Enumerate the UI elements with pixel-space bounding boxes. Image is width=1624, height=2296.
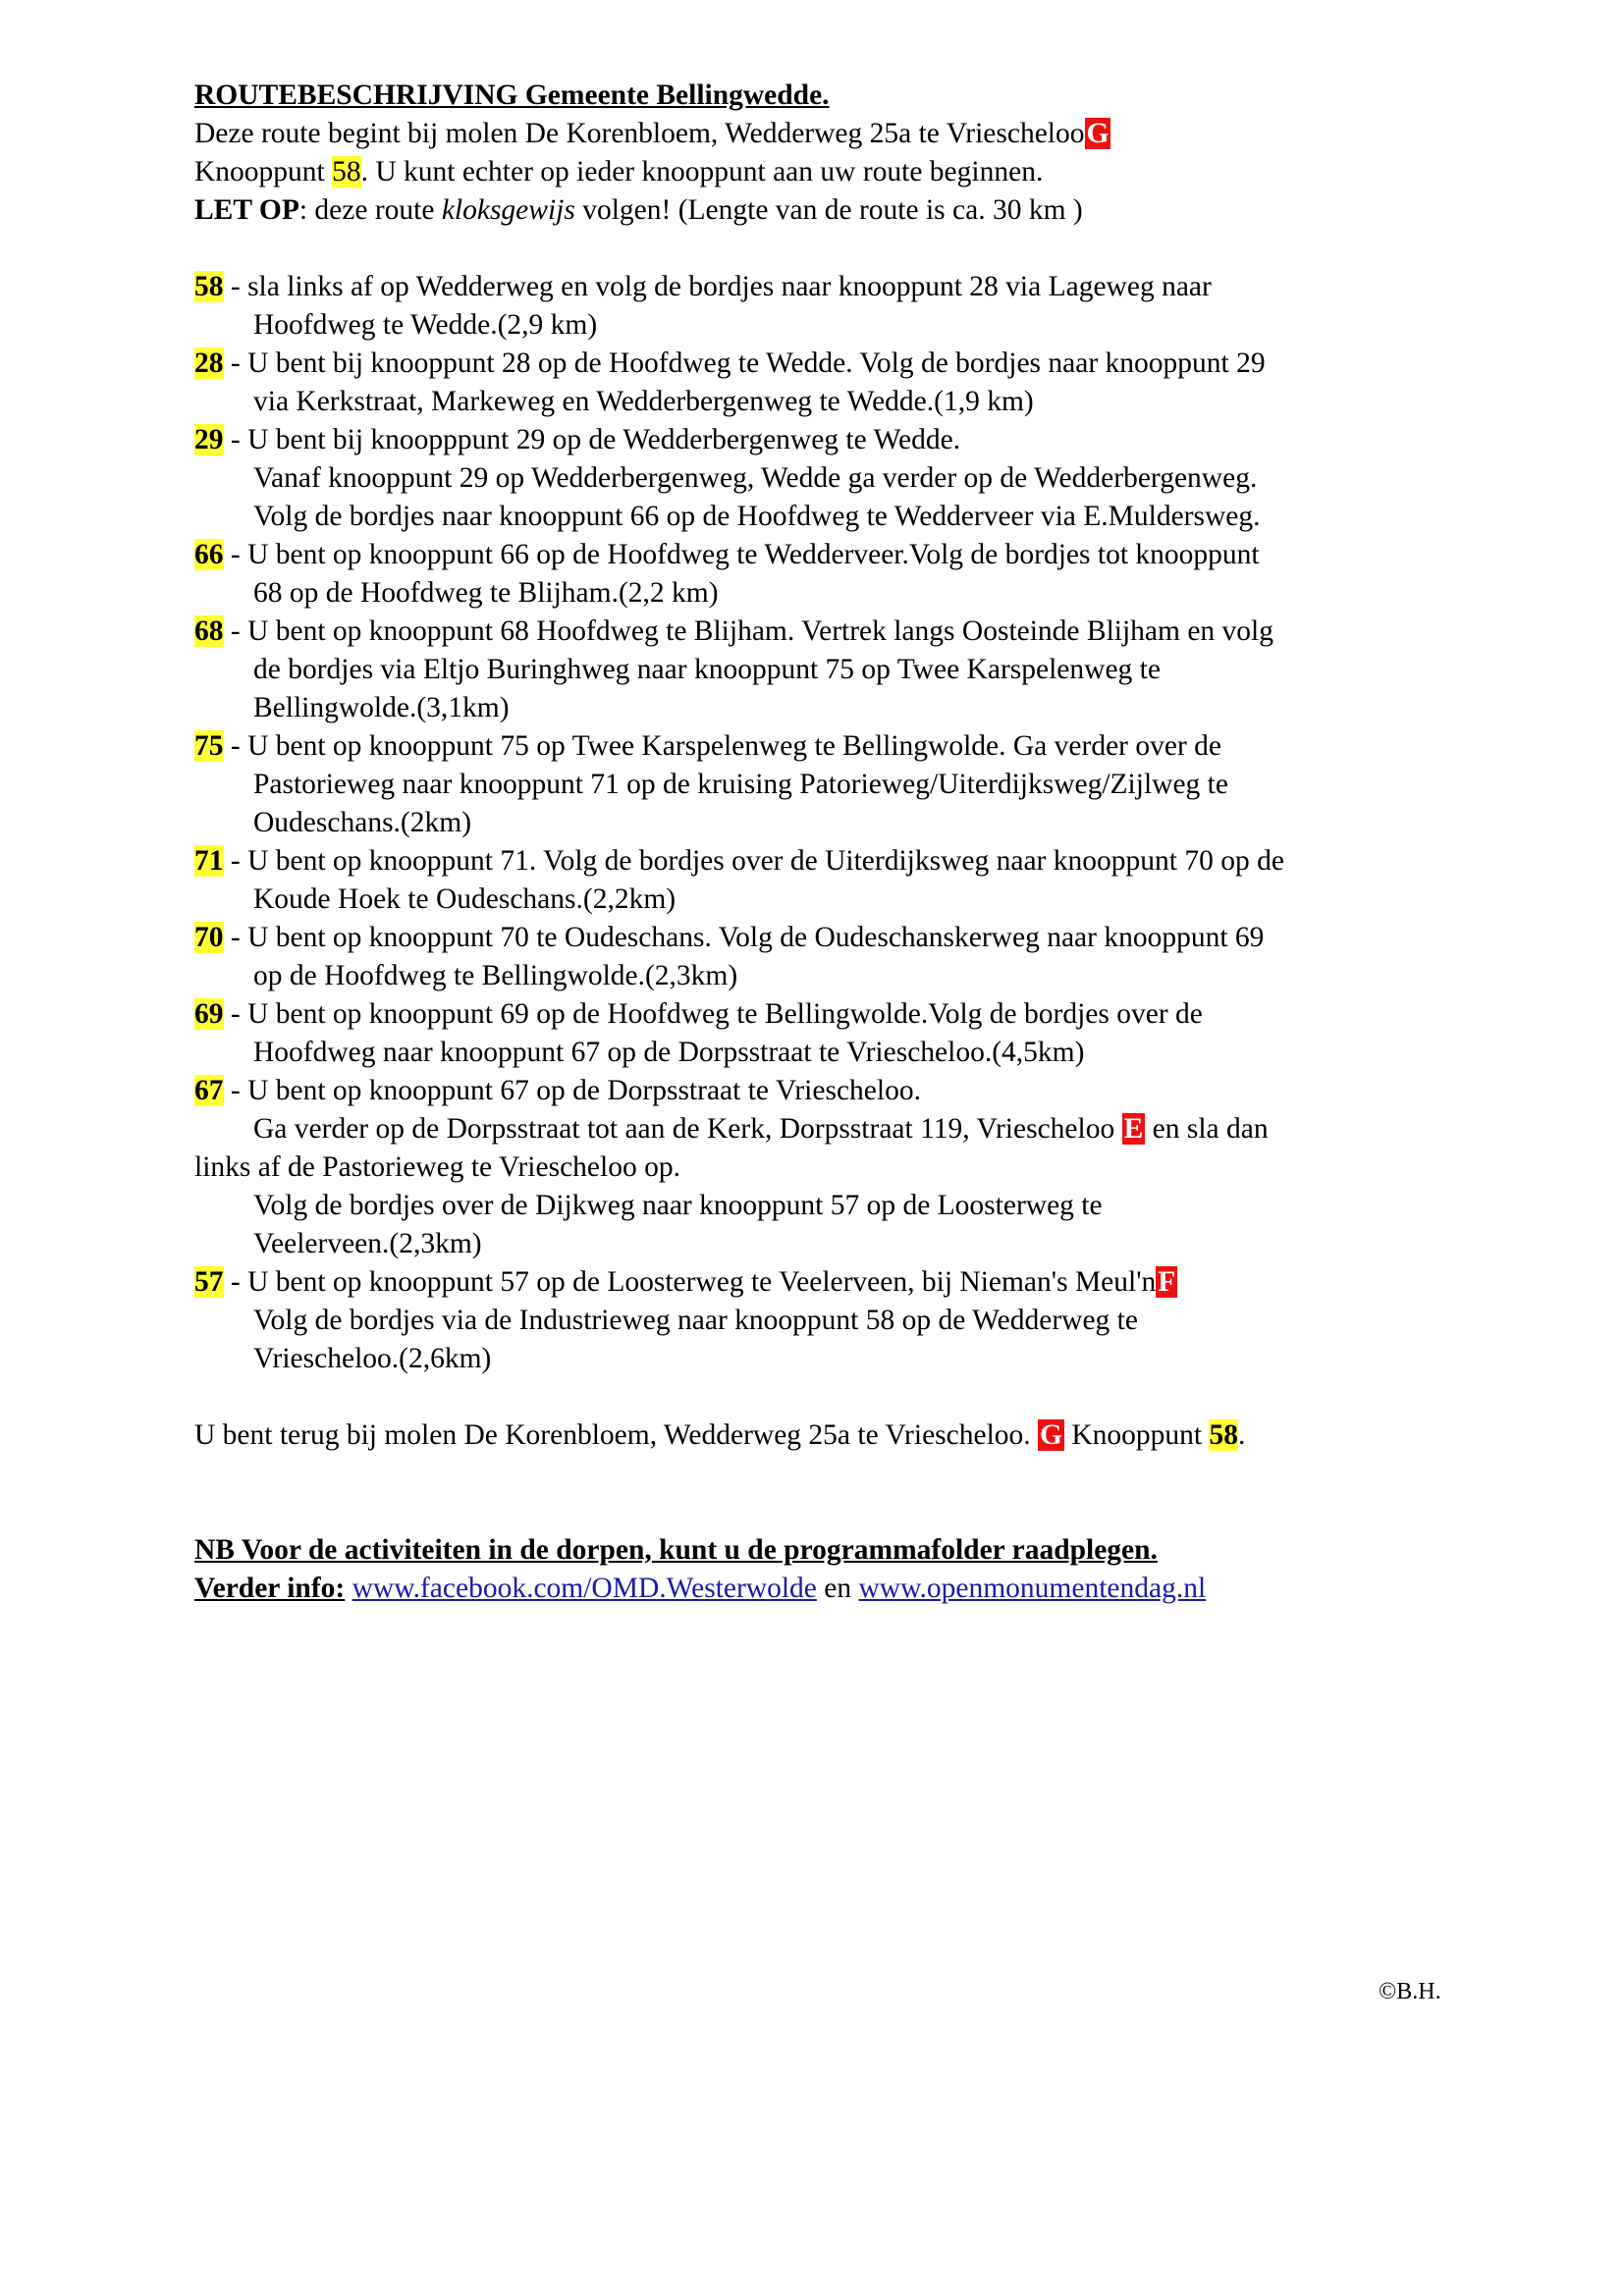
step-text: Bellingwolde.(3,1km) <box>253 692 510 723</box>
nb-note: NB Voor de activiteiten in de dorpen, kunt u de programmafolder raadplegen. <box>194 1534 1158 1566</box>
step-text: via Kerkstraat, Markeweg en Wedderbergenweg te Wedde.(1,9 km) <box>253 386 1034 417</box>
step-text: Hoofdweg naar knooppunt 67 op de Dorpsstraat te Vriescheloo.(4,5km) <box>253 1037 1085 1068</box>
step-text: - U bent op knooppunt 66 op de Hoofdweg te Wedderveer.Volg de bordjes tot knooppunt <box>230 539 1260 570</box>
spacer <box>194 230 1451 268</box>
route-step <box>194 727 1451 842</box>
facebook-link[interactable]: www.facebook.com/OMD.Westerwolde <box>352 1573 817 1604</box>
step-number: 69 <box>194 998 224 1030</box>
route-document <box>194 77 1451 1608</box>
route-step <box>194 421 1451 536</box>
info-label: Verder info: <box>194 1573 346 1604</box>
start-marker-g: G <box>1086 118 1110 149</box>
intro-line-2: Knooppunt 58. U kunt echter op ieder knooppunt aan uw route beginnen. <box>194 156 1044 187</box>
step-number: 66 <box>194 539 224 570</box>
step-number: 70 <box>194 922 224 953</box>
step-text: - U bent op knooppunt 68 Hoofdweg te Blijham. Vertrek langs Oosteinde Blijham en volg <box>230 615 1273 647</box>
route-step <box>194 536 1451 613</box>
step-text: Hoofdweg te Wedde.(2,9 km) <box>253 309 598 341</box>
marker-e: E <box>1123 1113 1144 1145</box>
document-title: ROUTEBESCHRIJVING Gemeente Bellingwedde. <box>194 80 830 111</box>
step-text: - U bent op knooppunt 70 te Oudeschans. Volg de Oudeschanskerweg naar knooppunt 69 <box>230 922 1265 953</box>
step-text: de bordjes via Eltjo Buringhweg naar knooppunt 75 op Twee Karspelenweg te <box>253 654 1161 685</box>
nb-section <box>194 1531 1451 1608</box>
step-number: 68 <box>194 615 224 647</box>
route-steps <box>194 268 1451 1072</box>
step-text: 68 op de Hoofdweg te Blijham.(2,2 km) <box>253 577 719 609</box>
let-op-label: LET OP <box>194 194 299 226</box>
intro-line-1: Deze route begint bij molen De Korenbloem, Wedderweg 25a te VrieschelooG <box>194 118 1110 149</box>
step-text: - U bent bij knooppunt 28 op de Hoofdweg te Wedde. Volg de bordjes naar knooppunt 29 <box>230 347 1266 379</box>
spacer <box>194 1378 1451 1416</box>
step-number: 28 <box>194 347 224 379</box>
step-text: - U bent op knooppunt 75 op Twee Karspelenweg te Bellingwolde. Ga verder over de <box>230 730 1221 762</box>
marker-f: F <box>1158 1266 1176 1298</box>
step-number: 67 <box>194 1075 224 1106</box>
kloksgewijs-italic: kloksgewijs <box>441 194 575 226</box>
step-number: 29 <box>194 424 224 455</box>
step-text: Koude Hoek te Oudeschans.(2,2km) <box>253 883 677 915</box>
route-step <box>194 613 1451 727</box>
route-step-57: 57 - U bent op knooppunt 57 op de Loosterweg te Veelerveen, bij Nieman's Meul'nF Volg de bordjes via de Industrieweg naar knooppunt 58 op de Wedderweg te Vriescheloo.(2,6km) <box>194 1266 1176 1374</box>
route-step-67: 67 - U bent op knooppunt 67 op de Dorpsstraat te Vriescheloo. Ga verder op de Dorpsstraat tot aan de Kerk, Dorpsstraat 119, Vriescheloo E en sla dan links af de Pastorieweg te Vriescheloo op. Volg de bordjes over de Dijkweg naar knooppunt 57 op de Loosterweg te Veelerveen.(2,3km) <box>194 1075 1269 1259</box>
step-text: Pastorieweg naar knooppunt 71 op de kruising Patorieweg/Uiterdijksweg/Zijlweg te <box>253 769 1228 800</box>
route-step <box>194 842 1451 919</box>
route-step <box>194 345 1451 421</box>
openmonumentendag-link[interactable]: www.openmonumentendag.nl <box>858 1573 1207 1604</box>
step-text: Oudeschans.(2km) <box>253 807 472 838</box>
step-text: - U bent op knooppunt 69 op de Hoofdweg te Bellingwolde.Volg de bordjes over de <box>230 998 1203 1030</box>
start-knooppunt: 58 <box>332 156 361 187</box>
info-line: Verder info: www.facebook.com/OMD.Westerwolde en www.openmonumentendag.nl <box>194 1573 1207 1604</box>
step-number: 58 <box>194 271 224 302</box>
intro-line-3: LET OP: deze route kloksgewijs volgen! (Lengte van de route is ca. 30 km ) <box>194 194 1083 226</box>
route-step <box>194 919 1451 995</box>
step-number: 57 <box>194 1266 224 1298</box>
route-step <box>194 268 1451 345</box>
step-text: - sla links af op Wedderweg en volg de bordjes naar knooppunt 28 via Lageweg naar <box>230 271 1212 302</box>
step-text: - U bent op knooppunt 71. Volg de bordjes over de Uiterdijksweg naar knooppunt 70 op de <box>230 845 1284 877</box>
step-text: Volg de bordjes naar knooppunt 66 op de Hoofdweg te Wedderveer via E.Muldersweg. <box>253 501 1261 532</box>
copyright-note: ©B.H. <box>1379 1979 1441 2004</box>
step-text: - U bent bij knoopppunt 29 op de Wedderbergenweg te Wedde. <box>230 424 961 455</box>
step-text: op de Hoofdweg te Bellingwolde.(2,3km) <box>253 960 738 991</box>
step-text: Vanaf knooppunt 29 op Wedderbergenweg, Wedde ga verder op de Wedderbergenweg. <box>253 462 1258 494</box>
end-knooppunt: 58 <box>1209 1419 1238 1451</box>
step-number: 71 <box>194 845 224 877</box>
step-number: 75 <box>194 730 224 762</box>
closing-line: U bent terug bij molen De Korenbloem, Wedderweg 25a te Vriescheloo. G Knooppunt 58. <box>194 1419 1246 1451</box>
route-step <box>194 995 1451 1072</box>
end-marker-g: G <box>1040 1419 1062 1451</box>
